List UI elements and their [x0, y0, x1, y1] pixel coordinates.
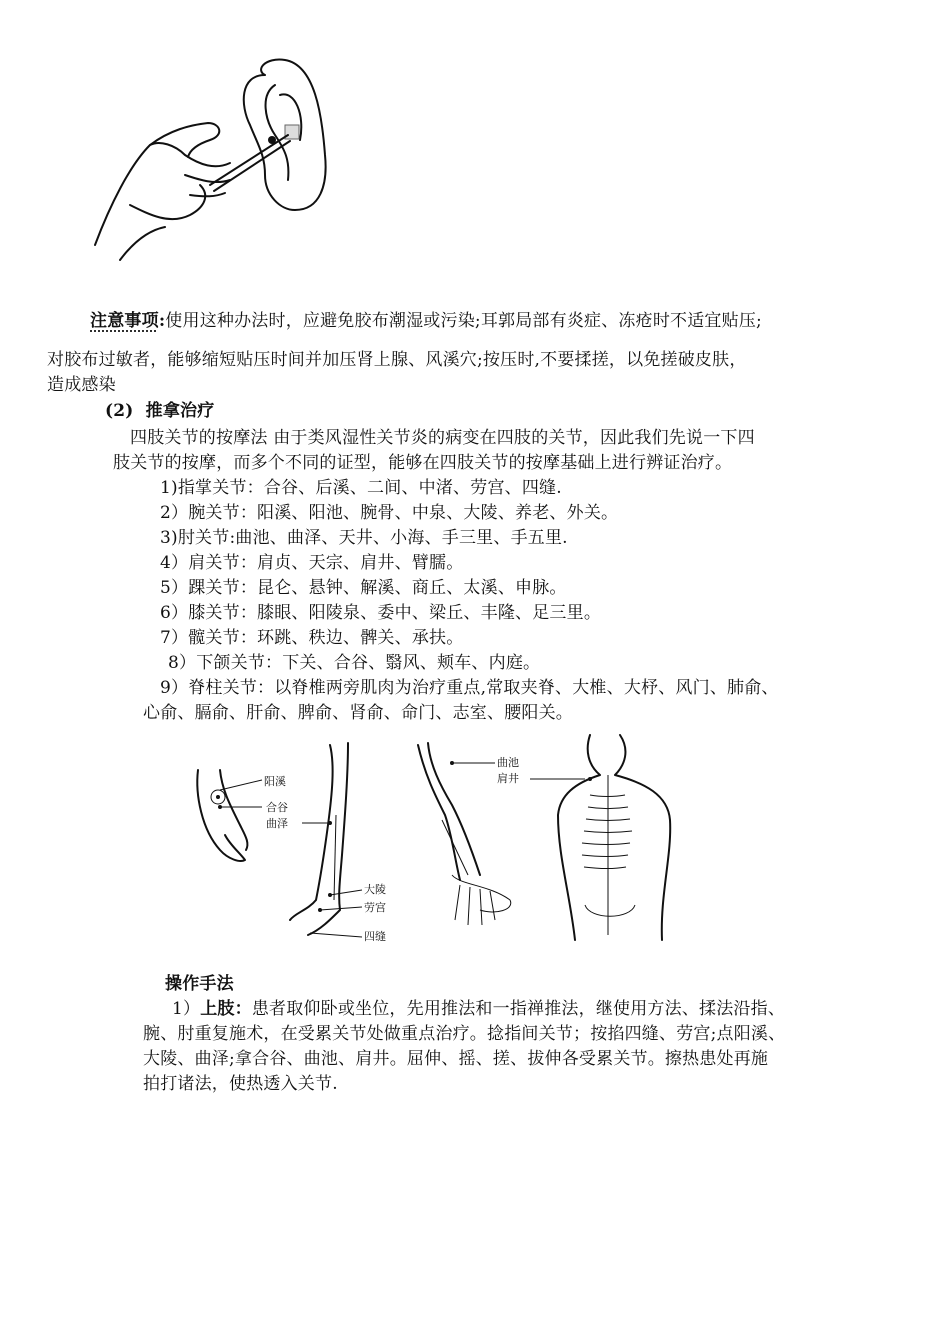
method-heading: 操作手法: [165, 974, 234, 994]
note-colon: :: [158, 311, 166, 331]
ear-press-illustration: [90, 45, 330, 265]
arm-skeleton-figure: [418, 743, 511, 925]
section-intro-2: 肢关节的按摩，而多个不同的证型，能够在四肢关节的按摩基础上进行辨证治疗。: [113, 453, 733, 473]
back-skeleton-figure: [558, 735, 670, 940]
note-label: 注意事项: [90, 311, 159, 331]
label-sifeng: 四缝: [364, 930, 386, 943]
joint-item: 9）脊柱关节：以脊椎两旁肌肉为治疗重点,常取夹脊、大椎、大杼、风门、肺俞、: [160, 678, 779, 698]
label-laogong: 劳宫: [364, 901, 386, 914]
joint-item: 8）下颌关节：下关、合谷、翳风、颊车、内庭。: [168, 653, 541, 673]
label-hegu: 合谷: [266, 801, 288, 814]
label-yangxi: 阳溪: [264, 775, 286, 788]
note-line-2: 对胶布过敏者，能够缩短贴压时间并加压肾上腺、风溪穴;按压时,不要揉搓，以免搓破皮肤，: [47, 350, 747, 370]
label-daling: 大陵: [364, 883, 386, 896]
joint-item: 心俞、膈俞、肝俞、脾俞、肾俞、命门、志室、腰阳关。: [143, 703, 573, 723]
joint-item: 6）膝关节：膝眼、阳陵泉、委中、梁丘、丰隆、足三里。: [160, 603, 602, 623]
forearm-figure: [290, 743, 362, 937]
hand-side-figure: [197, 770, 262, 861]
label-quze: 曲泽: [266, 817, 288, 830]
method-lead-number: 1）: [172, 999, 201, 1019]
method-line-3: 大陵、曲泽;拿合谷、曲池、肩井。屈伸、摇、搓、拔伸各受累关节。擦热患处再施: [143, 1049, 769, 1069]
method-line-4: 拍打诸法，使热透入关节.: [143, 1074, 338, 1094]
section-intro-1: 四肢关节的按摩法 由于类风湿性关节炎的病变在四肢的关节，因此我们先说一下四: [130, 428, 755, 448]
joint-item: 2）腕关节：阳溪、阳池、腕骨、中泉、大陵、养老、外关。: [160, 503, 619, 523]
method-lead-title: 上肢: [200, 999, 235, 1019]
label-quchi: 曲池: [497, 756, 519, 769]
joint-item: 5）踝关节：昆仑、悬钟、解溪、商丘、太溪、申脉。: [160, 578, 567, 598]
method-line-1: 患者取仰卧或坐位，先用推法和一指禅推法，继使用方法、揉法沿指、: [251, 999, 786, 1019]
label-jianjing: 肩井: [497, 772, 519, 785]
note-line-3: 造成感染: [47, 375, 116, 395]
joint-item: 1)指掌关节：合谷、后溪、二间、中渚、劳宫、四缝.: [160, 478, 562, 498]
joint-item: 7）髋关节：环跳、秩边、髀关、承扶。: [160, 628, 464, 648]
joint-item: 3)肘关节:曲池、曲泽、天井、小海、手三里、手五里.: [160, 528, 568, 548]
acupoint-figures: [190, 735, 690, 955]
section-heading: 推拿治疗: [145, 401, 215, 421]
section-number: (2): [105, 401, 134, 421]
method-lead-colon: ：: [234, 999, 252, 1019]
method-line-2: 腕、肘重复施术，在受累关节处做重点治疗。捻指间关节；按掐四缝、劳宫;点阳溪、: [143, 1024, 786, 1044]
note-line-1: 使用这种办法时，应避免胶布潮湿或污染;耳郭局部有炎症、冻疮时不适宜贴压;: [165, 311, 762, 331]
joint-item: 4）肩关节：肩贞、天宗、肩井、臂臑。: [160, 553, 464, 573]
